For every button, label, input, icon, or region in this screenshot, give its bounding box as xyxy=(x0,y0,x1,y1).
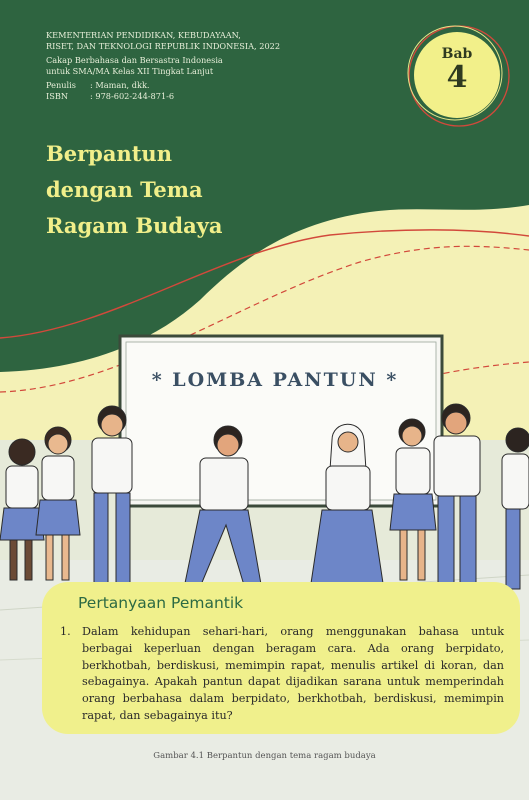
whiteboard xyxy=(120,336,442,506)
questions-heading: Pertanyaan Pemantik xyxy=(78,594,244,612)
author-value: : Maman, dkk. xyxy=(90,80,150,91)
figure-caption: Gambar 4.1 Berpantun dengan tema ragam budaya xyxy=(153,751,376,761)
chapter-label: Bab xyxy=(441,46,473,62)
isbn-value: : 978-602-244-871-6 xyxy=(90,90,175,101)
publisher-line-2: RISET, DAN TEKNOLOGI REPUBLIK INDONESIA, 2022 xyxy=(46,40,281,51)
question-number: 1. xyxy=(60,625,71,638)
author-row xyxy=(46,80,280,91)
question-text: Dalam kehidupan sehari-hari, orang menggunakan bahasa untuk berbagai keperluan dengan beragam cara. Ada orang berpidato, berkhotbah, berdiskusi, memimpin rapat, menulis artikel di koran, dan sebagainya. Apakah pantun dapat dijadikan sarana untuk memperindah orang berbahasa dalam berpidato, berkhotbah, berdiskusi, memimpin rapat, dan sebagainya itu? xyxy=(82,625,504,722)
book-title-line-1: Cakap Berbahasa dan Bersastra Indonesia xyxy=(46,55,223,66)
chapter-number: 4 xyxy=(446,60,468,95)
chapter-title-line-2: dengan Tema xyxy=(46,177,203,202)
author-label: Penulis xyxy=(46,80,76,91)
chapter-title-line-1: Berpantun xyxy=(46,141,172,166)
publication-info xyxy=(46,30,280,102)
chapter-title-line-3: Ragam Budaya xyxy=(46,213,223,238)
book-title-line-2: untuk SMA/MA Kelas XII Tingkat Lanjut xyxy=(46,65,214,76)
publisher-line-1: KEMENTERIAN PENDIDIKAN, KEBUDAYAAN, xyxy=(46,30,241,40)
isbn-row xyxy=(46,91,280,102)
chapter-badge xyxy=(414,32,500,118)
guiding-questions-box xyxy=(42,582,520,734)
board-text: * LOMBA PANTUN * xyxy=(151,369,399,391)
isbn-label: ISBN xyxy=(46,90,69,101)
chapter-title xyxy=(46,136,222,244)
